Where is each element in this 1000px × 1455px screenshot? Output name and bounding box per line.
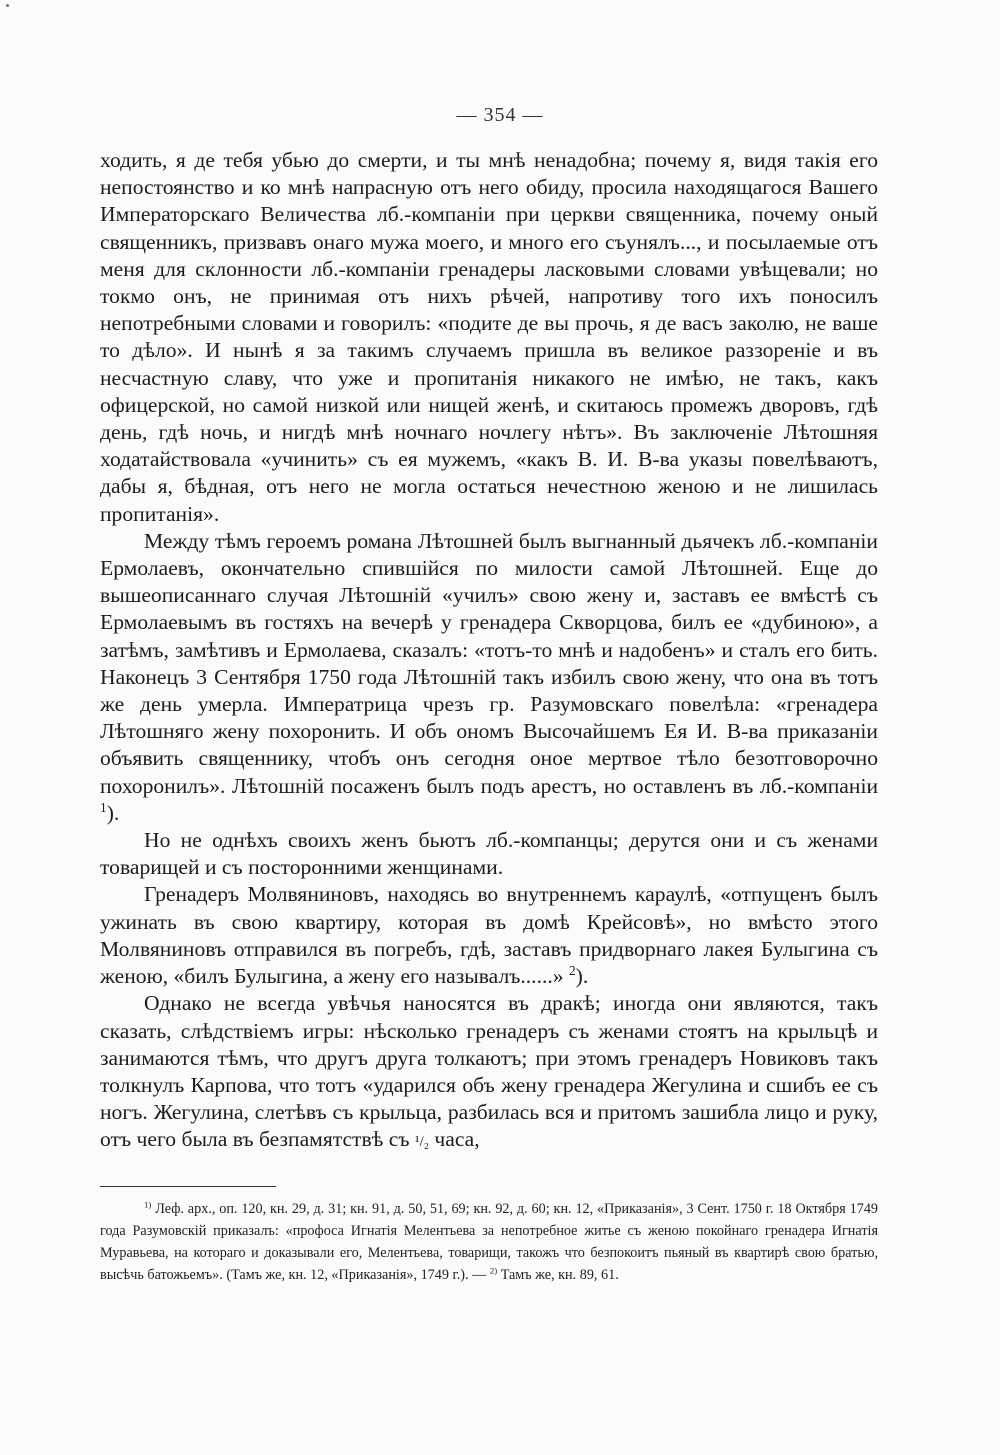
paragraph-2-end: ). [106, 800, 120, 825]
footnote-2-mark: 2) [489, 1265, 498, 1276]
paragraph-2 [100, 528, 878, 827]
paragraph-5 [100, 990, 878, 1156]
paragraph-3: Но не однѣхъ своихъ женъ бьютъ лб.-компанцы; дерутся они и съ женами товарищей и съ посторонними женщинами. [100, 828, 878, 880]
paragraph-5-end: часа, [434, 1127, 480, 1152]
scan-speck [6, 4, 9, 7]
footnote-2-text: Тамъ же, кн. 89, 61. [500, 1267, 619, 1283]
paragraph-5-text: Однако не всегда увѣчья наносятся въ дракѣ; иногда они являются, такъ сказать, слѣдствіемъ игры: нѣсколько гренадеръ съ женами стоятъ на крыльцѣ и занимаются тѣмъ, что другъ друга толкаютъ; при этомъ гренадеръ Новиковъ такъ толкнулъ Карпова, что тотъ «ударился объ жену гренадера Жегулина и сшибъ ее съ ногъ. Жегулина, слетѣвъ съ крыльца, разбилась вся и притомъ зашибла лицо и руку, отъ чего была въ безпамятствѣ съ [100, 991, 878, 1152]
paragraph-1: ходить, я де тебя убью до смерти, и ты мнѣ ненадобна; почему я, видя такія его непостоянство и ко мнѣ напрасную отъ него обиду, просила находящагося Вашего Императорскаго Величества лб.-компаніи при церкви священника, почему оный священникъ, призвавъ онаго мужа моего, и много его съунялъ..., и посылаемые отъ меня для склонности лб.-компаніи гренадеры ласковыми словами увѣщевали; но токмо онъ, не принимая отъ нихъ рѣчей, напротиву того ихъ поносилъ непотребными словами и говорилъ: «подите де вы прочь, я де васъ заколю, не ваше то дѣло». И нынѣ я за такимъ случаемъ пришла въ великое раззореніе и въ несчастную славу, что уже и пропитанія никакого не имѣю, не такъ, какъ офицерской, но самой низкой или нищей женѣ, и скитаюсь промежъ дворовъ, гдѣ день, гдѣ ночь, и нигдѣ мнѣ ночнаго ночлегу нѣтъ». Въ заключеніе Лѣтошняя ходатайствовала «учинить» съ ея мужемъ, «какъ В. И. В-ва указы повелѣваютъ, дабы я, бѣдная, отъ него не могла остаться нечестною женою и не лишилась пропитанія». [100, 148, 878, 526]
footnote-1-mark: 1) [144, 1199, 152, 1210]
footnote-divider [100, 1186, 276, 1187]
footnote-ref-2: 2 [568, 962, 576, 978]
page-number: — 354 — [456, 104, 544, 126]
footnotes [100, 1198, 878, 1286]
body-text [100, 147, 878, 1157]
footnote-ref-1: 1 [100, 799, 107, 815]
fraction-half: ¹/₂ [414, 1134, 429, 1151]
paragraph-4 [100, 881, 878, 990]
paragraph-4-text: Гренадеръ Молвяниновъ, находясь во внутреннемъ караулѣ, «отпущенъ былъ ужинать въ свою квартиру, которая въ домѣ Крейсовѣ», но вмѣсто этого Молвяниновъ отправился въ погребъ, гдѣ, заставъ придворнаго лакея Булыгина съ женою, «билъ Булыгина, а жену его называлъ......» [100, 882, 878, 989]
paragraph-2-text: Между тѣмъ героемъ романа Лѣтошней былъ выгнанный дьячекъ лб.-компаніи Ермолаевъ, окончательно спившійся по милости самой Лѣтошней. Еще до вышеописаннаго случая Лѣтошній «училъ» свою жену и, заставъ ее вмѣстѣ съ Ермолаевымъ въ гостяхъ на вечерѣ у гренадера Скворцова, билъ ее «дубиною», а затѣмъ, замѣтивъ и Ермолаева, сказалъ: «тотъ-то мнѣ и надобенъ» и сталъ его бить. Наконецъ 3 Сентября 1750 года Лѣтошній такъ избилъ свою жену, что она въ тотъ же день умерла. Императрица чрезъ гр. Разумовскаго повелѣла: «гренадера Лѣтошняго жену похоронить. И объ ономъ Высочайшемъ Ея И. В-ва приказаніи объявить священнику, чтобъ онъ сегодня оное мертвое тѣло безотговорочно похоронилъ». Лѣтошній посаженъ былъ подъ арестъ, но оставленъ въ лб.-компаніи [100, 528, 878, 798]
footnote-1-text: Леф. арх., оп. 120, кн. 29, д. 31; кн. 91, д. 50, 51, 69; кн. 92, д. 60; кн. 12, «Приказанія», 3 Сент. 1750 г. 18 Октября 1749 года Разумовскій приказалъ: «профоса Игнатія Мелентьева за непотребное житье съ женою покойнаго гренадера Игнатія Муравьева, на котораго и доказывали его, Мелентьева, товарищи, такожъ что безпокоитъ пьяный въ квартирѣ свою братью, высѣчь батожьемъ». (Тамъ же, кн. 12, «Приказанія», 1749 г.). — [100, 1201, 879, 1283]
footnote-block [100, 1198, 878, 1286]
paragraph-4-end: ). [575, 964, 589, 989]
